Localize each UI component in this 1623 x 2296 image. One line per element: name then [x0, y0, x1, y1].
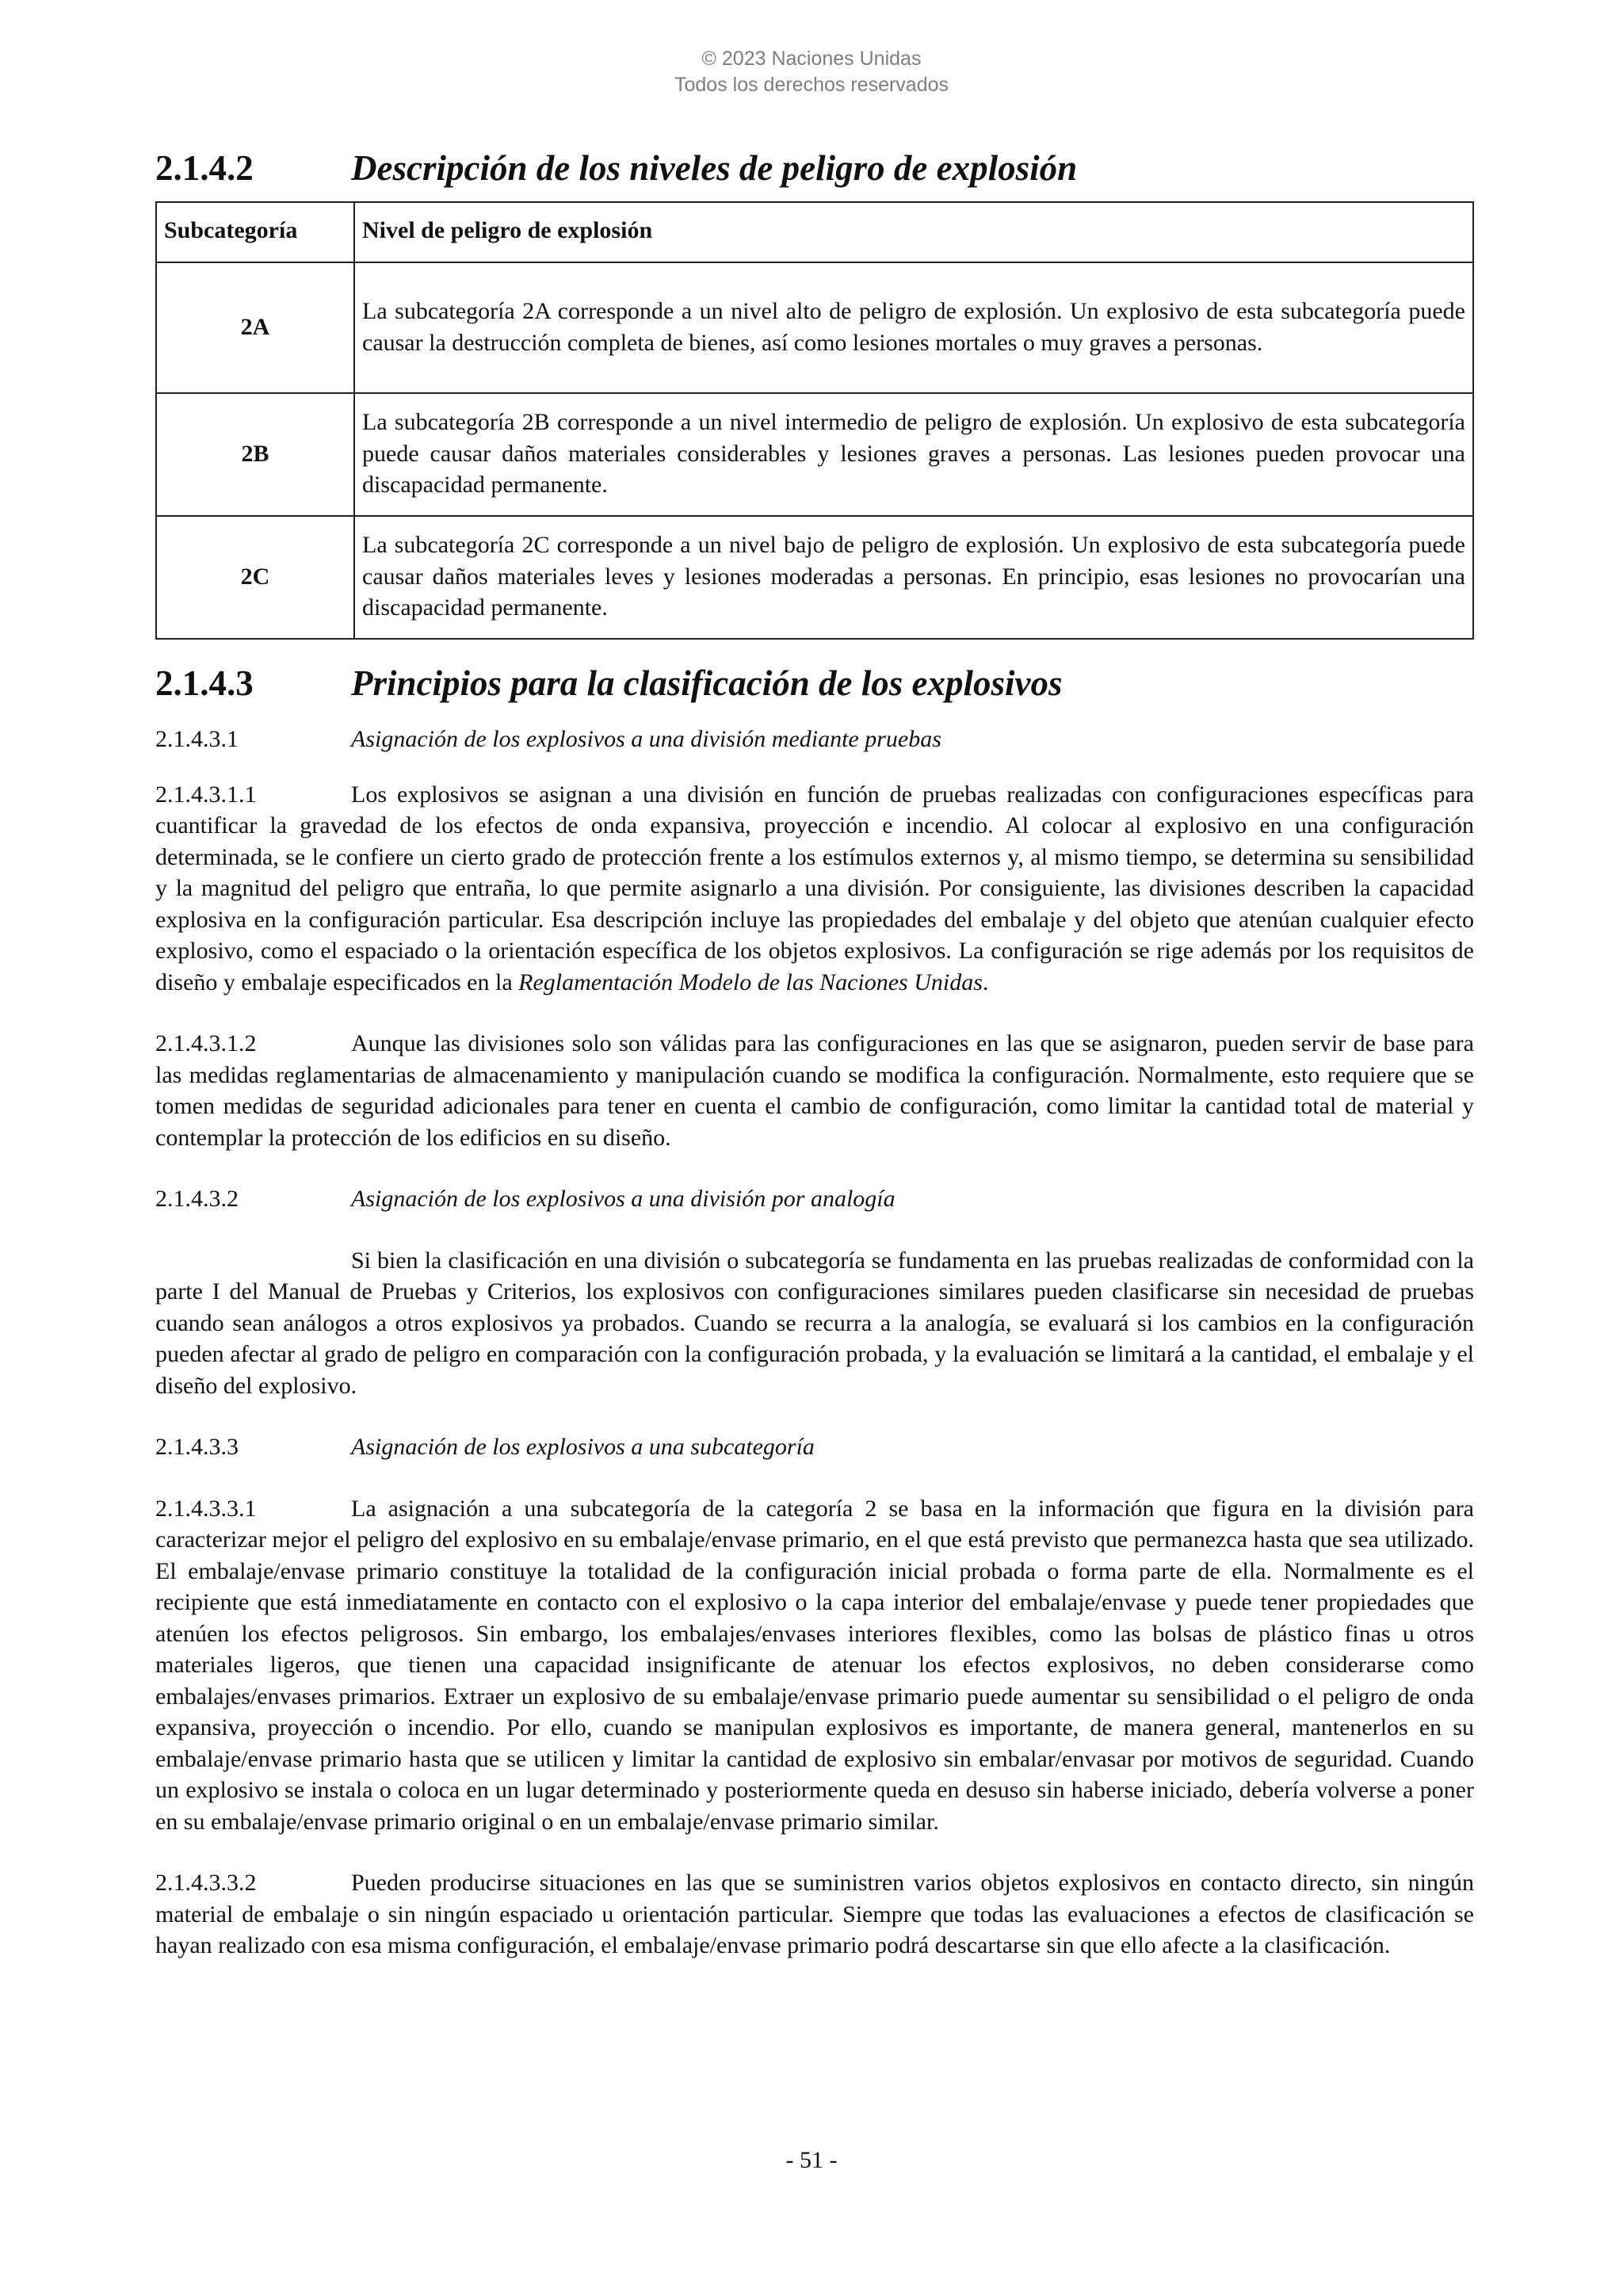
paragraph-number: 2.1.4.3.1.2	[155, 1030, 257, 1056]
paragraph-21432	[155, 1245, 1474, 1402]
subsection-heading-21433	[155, 1431, 1474, 1463]
paragraph-italic-reference: Reglamentación Modelo de las Naciones Unidas	[518, 968, 983, 995]
table-row	[156, 262, 1473, 393]
paragraph-214332	[155, 1867, 1474, 1962]
subcategory-code: 2A	[156, 262, 354, 393]
paragraph-214311	[155, 779, 1474, 999]
subcategory-code: 2C	[156, 516, 354, 639]
section-number: 2.1.4.3	[155, 663, 254, 703]
column-header-subcategory: Subcategoría	[156, 202, 354, 262]
subcategory-code: 2B	[156, 393, 354, 516]
subsection-title: Asignación de los explosivos a una subcategoría	[351, 1434, 815, 1460]
paragraph-text: Aunque las divisiones solo son válidas para las configuraciones en las que se asignaron, pueden servir de base para las medidas reglamentarias de almacenamiento y manipulación cuando se modifica la configuración. Normalmente, esto requiere que se tomen medidas de seguridad adicionales para tener en cuenta el cambio de configuración, como limitar la cantidad total de material y contemplar la protección de los edificios en su diseño.	[155, 1030, 1474, 1151]
subsection-number: 2.1.4.3.3	[155, 1434, 239, 1460]
paragraph-text: Los explosivos se asignan a una división en función de pruebas realizadas con configuraciones específicas para cuantificar la gravedad de los efectos de onda expansiva, proyección e incendio. Al colocar al explosivo en una configuración determinada, se le confiere un cierto grado de protección frente a los estímulos externos y, al mismo tiempo, se determina su sensibilidad y la magnitud del peligro que entraña, lo que permite asignarlo a una división. Por consiguiente, las divisiones describen la capacidad explosiva en la configuración particular. Esa descripción incluye las propiedades del embalaje y del objeto que atenúan cualquier efecto explosivo, como el espaciado o la orientación específica de los objetos explosivos. La configuración se rige además por los requisitos de diseño y embalaje especificados en la	[155, 781, 1474, 995]
copyright-notice	[0, 46, 1623, 98]
paragraph-number: 2.1.4.3.1.1	[155, 781, 257, 808]
document-body	[155, 148, 1474, 1962]
paragraph-number: 2.1.4.3.3.2	[155, 1870, 257, 1896]
hazard-description: La subcategoría 2B corresponde a un nivel intermedio de peligro de explosión. Un explosivo de esta subcategoría puede causar daños materiales considerables y lesiones graves a personas. Las lesiones pueden provocar una discapacidad permanente.	[354, 393, 1473, 516]
copyright-line: © 2023 Naciones Unidas	[701, 48, 922, 70]
column-header-hazard-level: Nivel de peligro de explosión	[354, 202, 1473, 262]
section-heading-2143	[155, 663, 1474, 703]
subsection-heading-21432	[155, 1183, 1474, 1215]
section-title: Descripción de los niveles de peligro de explosión	[351, 148, 1078, 188]
paragraph-text: Pueden producirse situaciones en las que se suministren varios objetos explosivos en contacto directo, sin ningún material de embalaje o sin ningún espaciado u orientación particular. Siempre que todas las evaluaciones a efectos de clasificación se hayan realizado con esa misma configuración, el embalaje/envase primario podrá descartarse sin que ello afecte a la clasificación.	[155, 1870, 1474, 1958]
table-row	[156, 393, 1473, 516]
table-header-row	[156, 202, 1473, 262]
table-row	[156, 516, 1473, 639]
subsection-number: 2.1.4.3.1	[155, 726, 239, 752]
rights-line: Todos los derechos reservados	[674, 74, 949, 96]
paragraph-214312	[155, 1028, 1474, 1153]
paragraph-text: Si bien la clasificación en una división o subcategoría se fundamenta en las pruebas realizadas de conformidad con la parte I del Manual de Pruebas y Criterios, los explosivos con configuraciones similares pueden clasificarse sin necesidad de pruebas cuando sean análogos a otros explosivos ya probados. Cuando se recurra a la analogía, se evaluará si los cambios en la configuración pueden afectar al grado de peligro en comparación con la configuración probada, y la evaluación se limitará a la cantidad, el embalaje y el diseño del explosivo.	[155, 1247, 1474, 1399]
hazard-description: La subcategoría 2C corresponde a un nivel bajo de peligro de explosión. Un explosivo de esta subcategoría puede causar daños materiales leves y lesiones moderadas a personas. En principio, esas lesiones no provocarían una discapacidad permanente.	[354, 516, 1473, 639]
paragraph-214331	[155, 1493, 1474, 1838]
subsection-title: Asignación de los explosivos a una división mediante pruebas	[351, 726, 941, 752]
page-number: - 51 -	[785, 2147, 838, 2173]
paragraph-text: La asignación a una subcategoría de la categoría 2 se basa en la información que figura en la división para caracterizar mejor el peligro del explosivo en su embalaje/envase primario, en el que está previsto que permanezca hasta que sea utilizado. El embalaje/envase primario constituye la totalidad de la configuración inicial probada o forma parte de ella. Normalmente es el recipiente que está inmediatamente en contacto con el explosivo o la capa interior del embalaje/envase y puede tener propiedades que atenúen los efectos peligrosos. Sin embargo, los embalajes/envases interiores flexibles, como las bolsas de plástico finas u otros materiales ligeros, que tienen una capacidad insignificante de atenuar los efectos explosivos, no deben considerarse como embalajes/envases primarios. Extraer un explosivo de su embalaje/envase primario puede aumentar su sensibilidad o el peligro de onda expansiva, proyección o incendio. Por ello, cuando se manipulan explosivos es importante, de manera general, mantenerlos en su embalaje/envase primario hasta que se utilicen y limitar la cantidad de explosivo sin embalar/envasar por motivos de seguridad. Cuando un explosivo se instala o coloca en un lugar determinado y posteriormente queda en desuso sin haberse iniciado, debería volverse a poner en su embalaje/envase primario original o en un embalaje/envase primario similar.	[155, 1495, 1474, 1835]
section-heading-2142	[155, 148, 1474, 188]
paragraph-number: 2.1.4.3.3.1	[155, 1495, 257, 1522]
subsection-title: Asignación de los explosivos a una división por analogía	[351, 1186, 896, 1212]
subsection-number: 2.1.4.3.2	[155, 1186, 239, 1212]
section-title: Principios para la clasificación de los explosivos	[351, 663, 1063, 703]
paragraph-text-end: .	[982, 968, 989, 995]
subsection-heading-21431	[155, 724, 1474, 755]
hazard-description: La subcategoría 2A corresponde a un nivel alto de peligro de explosión. Un explosivo de esta subcategoría puede causar la destrucción completa de bienes, así como lesiones mortales o muy graves a personas.	[354, 262, 1473, 393]
section-number: 2.1.4.2	[155, 148, 254, 188]
hazard-levels-table	[155, 201, 1474, 640]
